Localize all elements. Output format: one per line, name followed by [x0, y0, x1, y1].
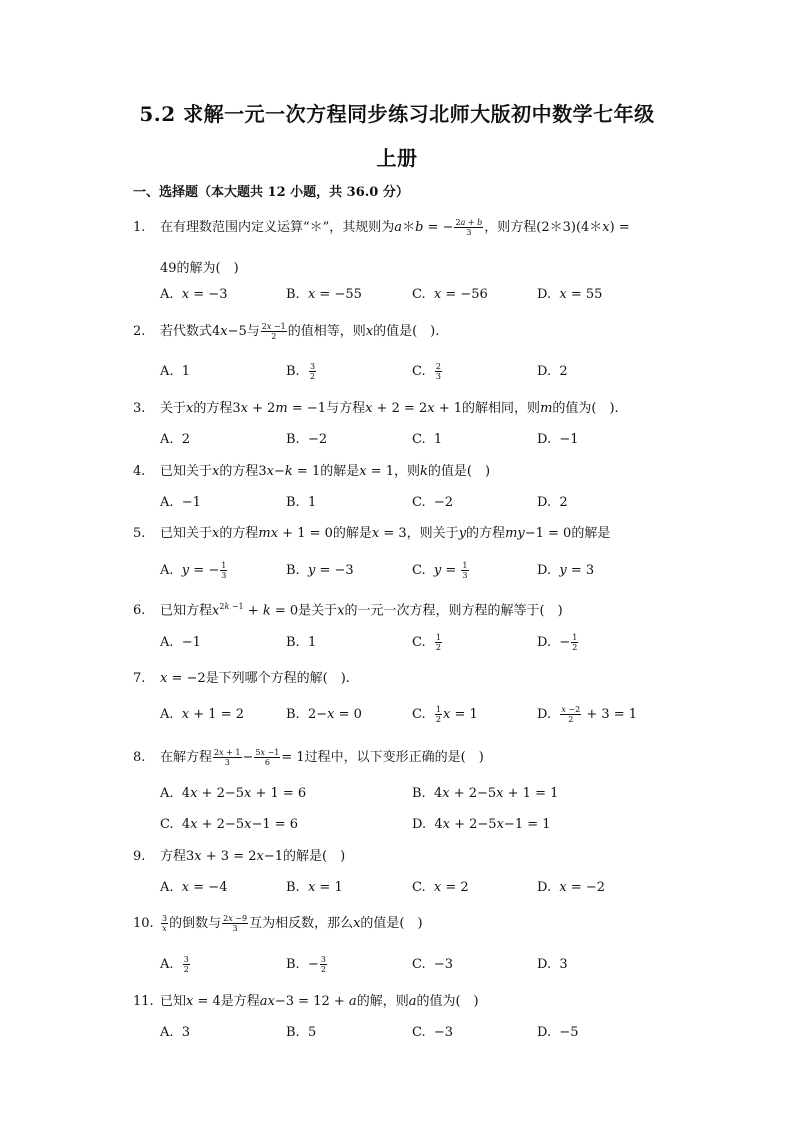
q3-option-d[interactable]: D. −1: [537, 432, 579, 447]
q5-option-b[interactable]: B. y = −3: [286, 563, 354, 578]
q9-option-c[interactable]: C. x = 2: [412, 880, 469, 895]
q11-option-b[interactable]: B. 5: [286, 1025, 317, 1040]
question-10: 10. $\frac{3}{x}$ 的倒数与 $\frac{2x -9}{3}$ 互为相反数，那么x的值是( ): [133, 914, 423, 933]
q11-option-a[interactable]: A. 3: [160, 1025, 191, 1040]
question-1: 1. 在有理数范围内定义运算“＊”，其规则为a＊b = − $\frac{2a + b}{3}$ ，则方程(2＊3)(4＊x) =: [133, 218, 630, 237]
q5-option-a[interactable]: A. y = − $\frac{1}{3}$: [160, 561, 227, 580]
q7-option-c[interactable]: C. $\frac{1}{2}$ x = 1: [412, 705, 478, 724]
q11-option-c[interactable]: C. −3: [412, 1025, 454, 1040]
section-heading: 一、选择题（本大题共 12 小题，共 36.0 分）: [133, 185, 409, 200]
question-1-continuation: 49的解为( ): [160, 261, 239, 276]
q3-option-c[interactable]: C. 1: [412, 432, 443, 447]
q4-option-a[interactable]: A. −1: [160, 495, 201, 510]
question-2: 2. 若代数式4x−5与 $\frac{2x -1}{2}$ 的值相等，则x的值是( ).: [133, 322, 440, 341]
q6-option-a[interactable]: A. −1: [160, 635, 201, 650]
q5-option-d[interactable]: D. y = 3: [537, 563, 595, 578]
q1-option-c[interactable]: C. x = −56: [412, 287, 488, 302]
q10-option-b[interactable]: B. − $\frac{3}{2}$: [286, 955, 326, 974]
q9-option-a[interactable]: A. x = −4: [160, 880, 228, 895]
q4-option-d[interactable]: D. 2: [537, 495, 568, 510]
question-9: 9. 方程3x + 3 = 2x−1的解是( ): [133, 849, 346, 864]
question-4: 4. 已知关于x的方程3x−k = 1的解是x = 1，则k的值是( ): [133, 464, 491, 479]
q9-option-d[interactable]: D. x = −2: [537, 880, 606, 895]
q7-option-b[interactable]: B. 2−x = 0: [286, 707, 362, 722]
q4-option-b[interactable]: B. 1: [286, 495, 317, 510]
q10-option-c[interactable]: C. −3: [412, 957, 454, 972]
q3-option-a[interactable]: A. 2: [160, 432, 191, 447]
question-7: 7. x = −2是下列哪个方程的解( ).: [133, 671, 350, 686]
page-title-line2: 上册: [376, 146, 418, 170]
q2-option-b[interactable]: B. $\frac{3}{2}$: [286, 362, 316, 381]
q7-option-d[interactable]: D. $\frac{x -2}{2}$ + 3 = 1: [537, 705, 638, 724]
q10-option-a[interactable]: A. $\frac{3}{2}$: [160, 955, 189, 974]
q6-option-d[interactable]: D. − $\frac{1}{2}$: [537, 633, 578, 652]
q3-option-b[interactable]: B. −2: [286, 432, 328, 447]
page-title: 5.2 求解一元一次方程同步练习北师大版初中数学七年级: [139, 102, 655, 126]
q8-option-b[interactable]: B. 4x + 2−5x + 1 = 1: [412, 786, 559, 801]
q2-option-a[interactable]: A. 1: [160, 364, 191, 379]
question-8: 8. 在解方程 $\frac{2x + 1}{3}$ − $\frac{5x -1}{6}$ = 1过程中，以下变形正确的是( ): [133, 748, 484, 767]
q8-option-c[interactable]: C. 4x + 2−5x−1 = 6: [160, 817, 299, 832]
q2-option-c[interactable]: C. $\frac{2}{3}$: [412, 362, 441, 381]
q4-option-c[interactable]: C. −2: [412, 495, 454, 510]
q10-option-d[interactable]: D. 3: [537, 957, 568, 972]
q2-option-d[interactable]: D. 2: [537, 364, 568, 379]
q8-option-d[interactable]: D. 4x + 2−5x−1 = 1: [412, 817, 551, 832]
q8-option-a[interactable]: A. 4x + 2−5x + 1 = 6: [160, 786, 307, 801]
question-5: 5. 已知关于x的方程mx + 1 = 0的解是x = 3，则关于y的方程my−1 = 0的解是: [133, 526, 611, 541]
q1-option-a[interactable]: A. x = −3: [160, 287, 228, 302]
question-11: 11. 已知x = 4是方程ax−3 = 12 + a的解，则a的值为( ): [133, 994, 479, 1009]
q6-option-c[interactable]: C. $\frac{1}{2}$: [412, 633, 441, 652]
q1-option-d[interactable]: D. x = 55: [537, 287, 603, 302]
q1-option-b[interactable]: B. x = −55: [286, 287, 362, 302]
q5-option-c[interactable]: C. y = $\frac{1}{3}$: [412, 561, 468, 580]
q11-option-d[interactable]: D. −5: [537, 1025, 579, 1040]
question-6: 6. 已知方程$x^{2k -1} + k = 0$是关于x的一元一次方程，则方程的解等于( ): [133, 602, 563, 619]
q9-option-b[interactable]: B. x = 1: [286, 880, 343, 895]
q6-option-b[interactable]: B. 1: [286, 635, 317, 650]
q7-option-a[interactable]: A. x + 1 = 2: [160, 707, 244, 722]
question-3: 3. 关于x的方程3x + 2m = −1与方程x + 2 = 2x + 1的解相同，则m的值为( ).: [133, 401, 619, 416]
